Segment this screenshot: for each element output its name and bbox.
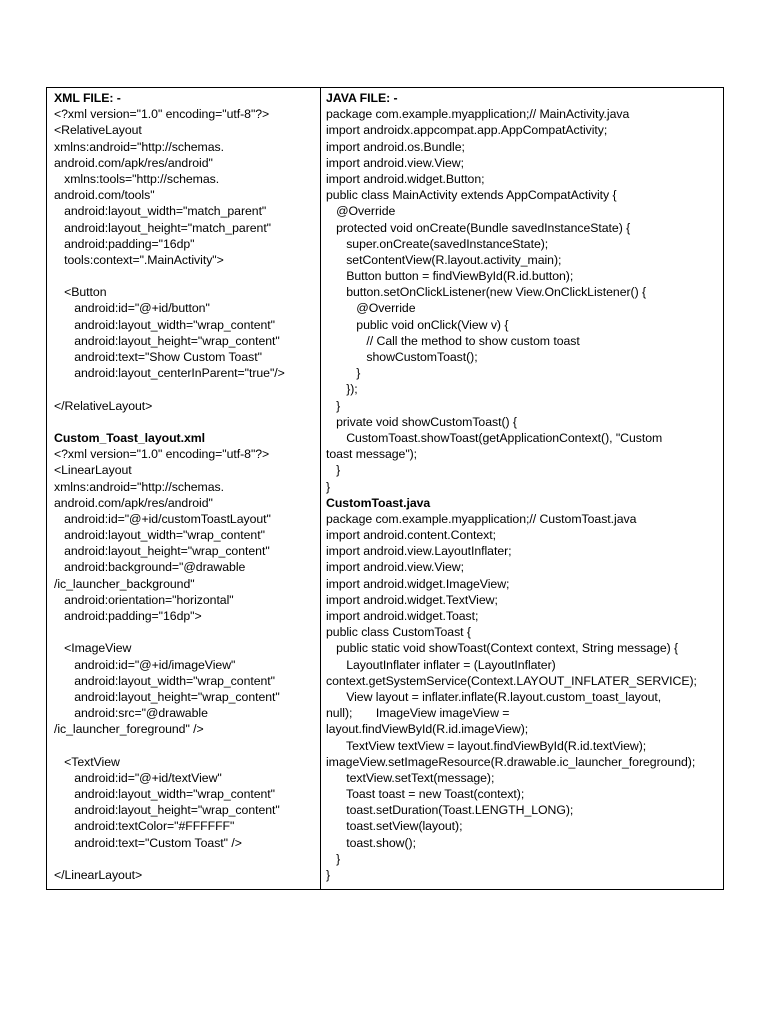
xml-code-line: android:layout_height="wrap_content" xyxy=(54,333,280,348)
java-code-line: import android.widget.Toast; xyxy=(326,609,479,623)
xml-code-line: android:id="@+id/customToastLayout" xyxy=(54,511,271,526)
java-code-line: import android.view.View; xyxy=(326,560,464,575)
java-code-line: } xyxy=(326,366,361,381)
xml-code-line: android:id="@+id/imageView" xyxy=(54,657,236,672)
java-code-line: import android.widget.TextView; xyxy=(326,592,498,607)
java-code-line: protected void onCreate(Bundle savedInstanceState) { xyxy=(326,220,631,235)
java-code-line: super.onCreate(savedInstanceState); xyxy=(326,236,549,251)
java-code-line: import android.widget.ImageView; xyxy=(326,576,510,591)
java-file-column xyxy=(321,88,723,889)
code-table xyxy=(46,87,724,890)
java-code-line: layout.findViewById(R.id.imageView); xyxy=(326,722,529,737)
xml-code-line: <?xml version="1.0" encoding="utf-8"?> xyxy=(54,447,270,462)
xml-code-line xyxy=(54,414,320,430)
java-code-line: import android.content.Context; xyxy=(326,528,497,543)
java-code-line: public void onClick(View v) { xyxy=(326,317,509,332)
java-code-line: }); xyxy=(326,382,358,397)
java-code-line: button.setOnClickListener(new View.OnClickListener() { xyxy=(326,285,647,300)
xml-code-line: android:layout_width="match_parent" xyxy=(54,204,267,219)
xml-code-line: <LinearLayout xyxy=(54,463,132,478)
xml-code-line: android:text="Show Custom Toast" xyxy=(54,350,262,364)
xml-code-line: android:background="@drawable xyxy=(54,560,246,575)
xml-code-line: <RelativeLayout xyxy=(54,123,142,138)
java-code-line: } xyxy=(326,868,331,882)
java-code-line: context.getSystemService(Context.LAYOUT_INFLATER_SERVICE); xyxy=(326,673,697,688)
java-code-line: } xyxy=(326,479,331,494)
java-code-line: toast message"); xyxy=(326,447,418,462)
java-heading: JAVA FILE: - xyxy=(326,91,398,105)
xml-code-line: android:text="Custom Toast" /> xyxy=(54,835,242,850)
java-code-line: @Override xyxy=(326,301,416,316)
java-code-line: import android.widget.Button; xyxy=(326,171,485,186)
java-code-line: CustomToast.showToast(getApplicationContext(), "Custom xyxy=(326,430,663,445)
xml-code-line: android:layout_centerInParent="true"/> xyxy=(54,366,285,381)
xml-code-line: android:textColor="#FFFFFF" xyxy=(54,819,235,834)
xml-code-line: android:layout_height="wrap_content" xyxy=(54,689,280,704)
xml-heading: Custom_Toast_layout.xml xyxy=(54,430,206,445)
java-code-line: @Override xyxy=(326,204,396,219)
xml-heading: XML FILE: - xyxy=(54,91,121,105)
java-code-line: public static void showToast(Context context, String message) { xyxy=(326,641,679,656)
xml-code-line: android:layout_width="wrap_content" xyxy=(54,673,275,688)
xml-code-line: android:layout_width="wrap_content" xyxy=(54,528,265,543)
xml-code-line xyxy=(54,268,320,284)
xml-code-line: </RelativeLayout> xyxy=(54,398,153,413)
java-code-line: null); ImageView imageView = xyxy=(326,706,510,721)
xml-code-line: tools:context=".MainActivity"> xyxy=(54,252,224,267)
java-code-line: imageView.setImageResource(R.drawable.ic_launcher_foreground); xyxy=(326,754,696,769)
java-code-line: import androidx.appcompat.app.AppCompatActivity; xyxy=(326,123,608,138)
java-code-line: showCustomToast(); xyxy=(326,350,478,364)
xml-code-line xyxy=(54,738,320,754)
java-code-line: toast.setDuration(Toast.LENGTH_LONG); xyxy=(326,803,574,818)
xml-code-line: xmlns:android="http://schemas. xyxy=(54,479,224,494)
java-heading: CustomToast.java xyxy=(326,495,431,510)
xml-code-line: android:id="@+id/button" xyxy=(54,301,210,316)
java-code-line: textView.setText(message); xyxy=(326,770,495,785)
java-code-line: } xyxy=(326,398,341,413)
xml-code-line: android:id="@+id/textView" xyxy=(54,770,222,785)
xml-code-line: android.com/tools" xyxy=(54,188,155,203)
java-code-line: public class CustomToast { xyxy=(326,625,471,640)
xml-code-line: android:layout_height="wrap_content" xyxy=(54,544,270,559)
xml-code-line xyxy=(54,381,320,397)
java-code-line: // Call the method to show custom toast xyxy=(326,333,580,348)
java-code-line: import android.view.LayoutInflater; xyxy=(326,544,512,559)
xml-code-line: <ImageView xyxy=(54,641,132,656)
java-code-line: View layout = inflater.inflate(R.layout.custom_toast_layout, xyxy=(326,689,662,704)
java-code-line: import android.os.Bundle; xyxy=(326,139,465,154)
xml-code-line: android.com/apk/res/android" xyxy=(54,155,213,170)
xml-file-column xyxy=(47,88,321,889)
java-code-line: toast.show(); xyxy=(326,835,416,850)
java-code-line: TextView textView = layout.findViewById(R.id.textView); xyxy=(326,738,647,753)
java-code-line: private void showCustomToast() { xyxy=(326,414,517,429)
java-code-line: toast.setView(layout); xyxy=(326,819,463,834)
xml-code-line: android:padding="16dp"> xyxy=(54,609,202,623)
xml-code-line: <?xml version="1.0" encoding="utf-8"?> xyxy=(54,107,270,122)
xml-code-line: android.com/apk/res/android" xyxy=(54,495,213,510)
java-code-line: import android.view.View; xyxy=(326,155,464,170)
java-code-line: Button button = findViewById(R.id.button); xyxy=(326,269,574,284)
xml-code-line xyxy=(54,851,320,867)
xml-code-line: android:orientation="horizontal" xyxy=(54,592,234,607)
xml-code-line: /ic_launcher_background" xyxy=(54,576,195,591)
java-code-line: LayoutInflater inflater = (LayoutInflater) xyxy=(326,657,556,672)
xml-code-line: <TextView xyxy=(54,754,120,769)
java-code-line: package com.example.myapplication;// MainActivity.java xyxy=(326,107,630,122)
java-code-line: package com.example.myapplication;// CustomToast.java xyxy=(326,511,637,526)
xml-code-line: android:layout_width="wrap_content" xyxy=(54,787,275,802)
java-code-line: } xyxy=(326,463,341,478)
java-code-line: } xyxy=(326,851,341,866)
xml-code-line: android:src="@drawable xyxy=(54,706,208,721)
java-code-line: public class MainActivity extends AppCompatActivity { xyxy=(326,188,617,203)
xml-code-line: android:padding="16dp" xyxy=(54,236,195,251)
xml-code-line: </LinearLayout> xyxy=(54,868,143,882)
xml-code-line: android:layout_height="match_parent" xyxy=(54,220,271,235)
xml-code-line: xmlns:android="http://schemas. xyxy=(54,139,224,154)
java-code-line: Toast toast = new Toast(context); xyxy=(326,787,525,802)
xml-code-line: android:layout_height="wrap_content" xyxy=(54,803,280,818)
xml-code-line xyxy=(54,624,320,640)
java-code-line: setContentView(R.layout.activity_main); xyxy=(326,252,562,267)
xml-code-line: <Button xyxy=(54,285,107,300)
xml-code-line: android:layout_width="wrap_content" xyxy=(54,317,275,332)
xml-code-line: xmlns:tools="http://schemas. xyxy=(54,171,220,186)
xml-code-line: /ic_launcher_foreground" /> xyxy=(54,722,204,737)
